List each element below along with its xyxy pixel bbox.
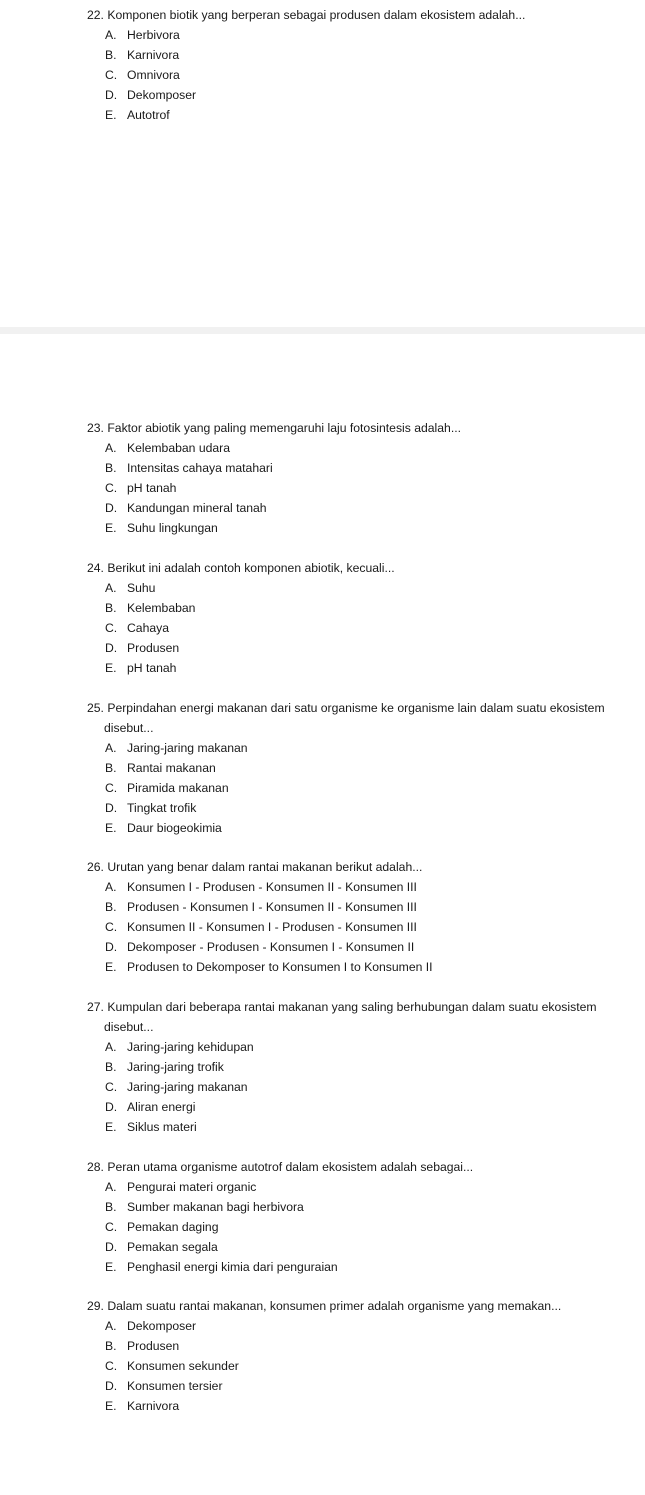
option-e[interactable] [0,1257,645,1277]
option-letter: C. [105,621,118,635]
option-text: Piramida makanan [127,781,229,795]
question-stem [87,698,637,738]
option-d[interactable] [0,85,645,105]
question-number: 25. [87,701,104,715]
option-text: Tingkat trofik [127,801,197,815]
question-26 [0,857,645,977]
option-list [0,877,645,977]
option-e[interactable] [0,818,645,838]
option-text: Produsen - Konsumen I - Konsumen II - Konsumen III [127,900,417,914]
option-b[interactable] [0,1057,645,1077]
option-letter: D. [105,1240,118,1254]
option-letter: B. [105,461,117,475]
option-a[interactable] [0,1177,645,1197]
option-b[interactable] [0,598,645,618]
option-c[interactable] [0,1356,645,1376]
option-letter: E. [105,661,117,675]
question-number: 26. [87,860,104,874]
option-list [0,738,645,838]
option-e[interactable] [0,957,645,977]
option-e[interactable] [0,658,645,678]
option-letter: A. [105,441,117,455]
question-24 [0,558,645,678]
option-e[interactable] [0,1396,645,1416]
option-letter: C. [105,1220,118,1234]
option-text: Konsumen sekunder [127,1359,239,1373]
option-text: Karnivora [127,1399,180,1413]
option-list [0,438,645,538]
question-stem [87,558,637,578]
option-text: Siklus materi [127,1120,197,1134]
option-text: Suhu lingkungan [127,521,218,535]
option-e[interactable] [0,518,645,538]
option-a[interactable] [0,1037,645,1057]
option-text: Jaring-jaring makanan [127,741,248,755]
option-list [0,1037,645,1137]
option-a[interactable] [0,877,645,897]
option-letter: E. [105,960,117,974]
option-text: Intensitas cahaya matahari [127,461,273,475]
option-letter: E. [105,1260,117,1274]
option-letter: B. [105,1060,117,1074]
option-d[interactable] [0,937,645,957]
option-letter: A. [105,581,117,595]
question-number: 28. [87,1160,104,1174]
option-list [0,578,645,678]
question-stem [87,1296,637,1316]
option-e[interactable] [0,105,645,125]
option-letter: C. [105,1359,118,1373]
option-text: Jaring-jaring trofik [127,1060,224,1074]
option-text: Kelembaban udara [127,441,230,455]
option-a[interactable] [0,738,645,758]
option-letter: E. [105,1399,117,1413]
option-b[interactable] [0,1336,645,1356]
option-b[interactable] [0,45,645,65]
option-text: Suhu [127,581,156,595]
option-letter: A. [105,28,117,42]
option-letter: C. [105,1080,118,1094]
option-text: Kelembaban [127,601,196,615]
option-a[interactable] [0,1316,645,1336]
question-number: 22. [87,8,104,22]
option-letter: D. [105,501,118,515]
option-e[interactable] [0,1117,645,1137]
option-a[interactable] [0,25,645,45]
option-letter: D. [105,1100,118,1114]
option-c[interactable] [0,917,645,937]
option-a[interactable] [0,578,645,598]
question-text: Kumpulan dari beberapa rantai makanan yang saling berhubungan dalam suatu ekosistem [107,1000,597,1014]
question-text: Peran utama organisme autotrof dalam ekosistem adalah sebagai... [107,1160,474,1174]
option-text: Kandungan mineral tanah [127,501,267,515]
option-letter: A. [105,880,117,894]
question-29 [0,1296,645,1416]
option-text: Karnivora [127,48,180,62]
option-c[interactable] [0,618,645,638]
option-text: Sumber makanan bagi herbivora [127,1200,304,1214]
option-text: Herbivora [127,28,180,42]
option-c[interactable] [0,1217,645,1237]
option-c[interactable] [0,478,645,498]
option-text: Penghasil energi kimia dari penguraian [127,1260,338,1274]
option-letter: B. [105,48,117,62]
option-text: Konsumen tersier [127,1379,223,1393]
option-text: Cahaya [127,621,170,635]
question-text: Urutan yang benar dalam rantai makanan berikut adalah... [107,860,423,874]
option-letter: A. [105,1180,117,1194]
question-stem [87,997,637,1037]
question-number: 23. [87,421,104,435]
question-text: Faktor abiotik yang paling memengaruhi laju fotosintesis adalah... [107,421,461,435]
option-letter: E. [105,521,117,535]
question-25 [0,698,645,838]
option-d[interactable] [0,1097,645,1117]
option-text: Omnivora [127,68,180,82]
question-number: 29. [87,1299,104,1313]
question-text: Dalam suatu rantai makanan, konsumen primer adalah organisme yang memakan... [107,1299,562,1313]
option-c[interactable] [0,65,645,85]
option-text: Konsumen I - Produsen - Konsumen II - Konsumen III [127,880,417,894]
option-d[interactable] [0,1376,645,1396]
option-text: Dekomposer [127,1319,197,1333]
question-23 [0,418,645,538]
option-text: pH tanah [127,661,177,675]
option-b[interactable] [0,458,645,478]
question-stem [87,418,637,438]
question-text-continued: disebut... [104,1020,154,1034]
option-list [0,1177,645,1277]
option-list [0,25,645,125]
question-text: Komponen biotik yang berperan sebagai produsen dalam ekosistem adalah... [107,8,526,22]
option-letter: D. [105,1379,118,1393]
option-text: Konsumen II - Konsumen I - Produsen - Konsumen III [127,920,417,934]
option-text: Autotrof [127,108,170,122]
option-letter: E. [105,821,117,835]
question-stem [87,1157,637,1177]
option-letter: E. [105,108,117,122]
option-text: Produsen to Dekomposer to Konsumen I to Konsumen II [127,960,433,974]
option-letter: A. [105,1040,117,1054]
option-text: Daur biogeokimia [127,821,222,835]
option-letter: C. [105,920,118,934]
option-text: Jaring-jaring makanan [127,1080,248,1094]
question-28 [0,1157,645,1277]
option-c[interactable] [0,1077,645,1097]
option-d[interactable] [0,638,645,658]
option-letter: B. [105,601,117,615]
question-stem [87,5,637,25]
option-letter: B. [105,900,117,914]
option-text: Rantai makanan [127,761,216,775]
option-text: Pemakan segala [127,1240,218,1254]
option-text: pH tanah [127,481,177,495]
option-letter: C. [105,481,118,495]
question-stem [87,857,637,877]
option-text: Jaring-jaring kehidupan [127,1040,254,1054]
question-text-continued: disebut... [104,721,154,735]
option-letter: C. [105,781,118,795]
question-number: 27. [87,1000,104,1014]
option-d[interactable] [0,498,645,518]
option-letter: D. [105,641,118,655]
option-a[interactable] [0,438,645,458]
option-list [0,1316,645,1416]
option-d[interactable] [0,798,645,818]
option-text: Pemakan daging [127,1220,219,1234]
option-letter: A. [105,1319,117,1333]
option-d[interactable] [0,1237,645,1257]
option-letter: B. [105,761,117,775]
option-letter: D. [105,801,118,815]
question-number: 24. [87,561,104,575]
option-text: Aliran energi [127,1100,196,1114]
option-letter: A. [105,741,117,755]
option-letter: D. [105,940,118,954]
question-text: Perpindahan energi makanan dari satu organisme ke organisme lain dalam suatu ekosistem [107,701,605,715]
option-letter: C. [105,68,118,82]
option-c[interactable] [0,778,645,798]
option-b[interactable] [0,758,645,778]
option-letter: D. [105,88,118,102]
question-22 [0,5,645,125]
option-b[interactable] [0,1197,645,1217]
option-text: Pengurai materi organic [127,1180,257,1194]
option-text: Dekomposer - Produsen - Konsumen I - Konsumen II [127,940,415,954]
option-b[interactable] [0,897,645,917]
option-letter: B. [105,1339,117,1353]
option-text: Dekomposer [127,88,197,102]
question-27 [0,997,645,1137]
question-text: Berikut ini adalah contoh komponen abiotik, kecuali... [107,561,395,575]
option-text: Produsen [127,641,180,655]
option-text: Produsen [127,1339,180,1353]
page-separator [0,327,645,334]
option-letter: E. [105,1120,117,1134]
option-letter: B. [105,1200,117,1214]
